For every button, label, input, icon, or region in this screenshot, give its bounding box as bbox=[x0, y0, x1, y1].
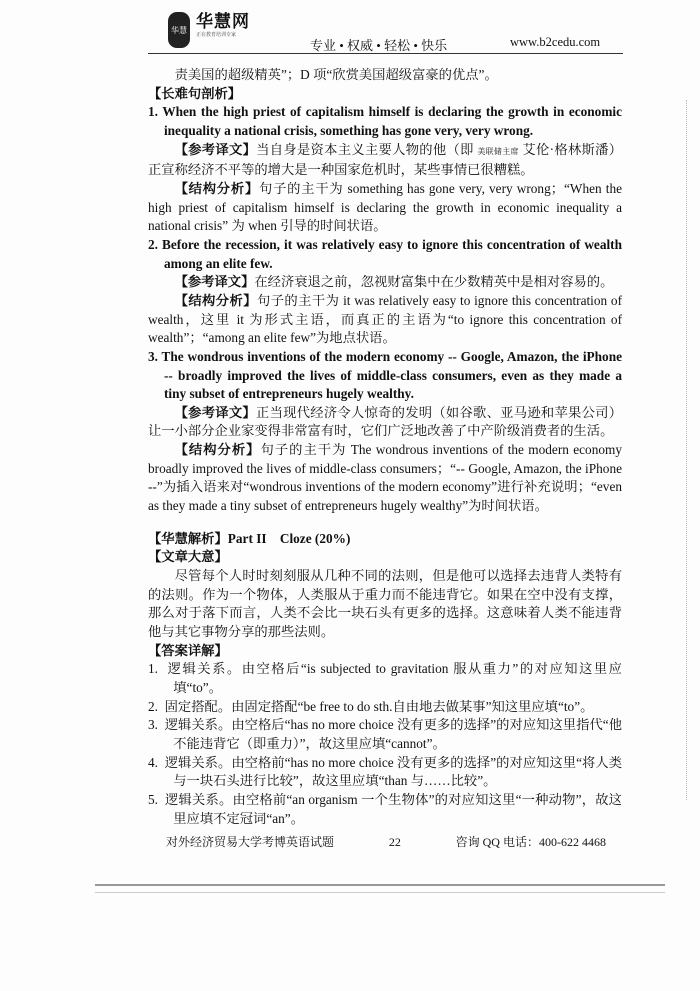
answer-number: 1. bbox=[148, 661, 158, 677]
sentence-2: 2. Before the recession, it was relatively easy to ignore this concentration of wealth among an elite few. bbox=[148, 236, 622, 271]
analysis-label: 【结构分析】 bbox=[174, 180, 260, 196]
page-content bbox=[148, 66, 622, 828]
analysis-label: 【结构分析】 bbox=[174, 292, 257, 308]
analysis-text: 句子的主干为 it was relatively easy to ignore this concentration of wealth，这里 it 为形式主语，而真正的主语为“to ignore this concentration of wealth”；“among an elite few”为地点状语。 bbox=[148, 292, 623, 346]
answer-text: 逻辑关系。由空格后“has no more choice 没有更多的选择”的对应知这里指代“他不能违背它（即重力）”，故这里应填“cannot”。 bbox=[164, 717, 623, 751]
part-heading bbox=[148, 530, 622, 549]
page-number: 22 bbox=[388, 835, 401, 850]
page-footer bbox=[166, 834, 606, 850]
scan-edge-dots bbox=[686, 100, 688, 800]
answer-item bbox=[148, 754, 622, 791]
header-url: www.b2cedu.com bbox=[510, 35, 601, 49]
footer-contact: 咨询 QQ 电话：400-622 4468 bbox=[455, 835, 606, 850]
answer-item bbox=[148, 660, 622, 697]
answer-item bbox=[148, 716, 622, 753]
translation-note: 美联储主席 bbox=[477, 146, 519, 156]
translation-text: 艾伦·格林斯潘）正宣称经济不平等的增大是一种国家危机时，某些事情已很糟糕。 bbox=[148, 141, 623, 178]
analysis-text: 句子的主干为 something has gone very, very wrong；“When the high priest of capitalism himself is declaring the growth in economic inequality a national crisis” 为 when 引导的时间状语。 bbox=[148, 180, 623, 234]
logo-mark-icon: 华慧 bbox=[168, 12, 190, 48]
translation-text: 在经济衰退之前，忽视财富集中在少数精英中是相对容易的。 bbox=[254, 274, 614, 290]
summary-heading: 【文章大意】 bbox=[148, 549, 228, 565]
translation-text: 当自身是资本主义主要人物的他（即 bbox=[256, 141, 478, 157]
translation-text: 正当现代经济令人惊奇的发明（如谷歌、亚马逊和苹果公司）让一小部分企业家变得非常富有时，它们广泛地改善了中产阶级消费者的生活。 bbox=[148, 404, 623, 439]
analysis-text: 句子的主干为 The wondrous inventions of the modern economy broadly improved the lives of middle-class consumers；“-- Google, Amazon, the iPhone --”为插入语来对“wondrous inventions of the modern economy”进行补充说明；“even as they made a tiny subset of entrepreneurs hugely wealthy”为时间状语。 bbox=[148, 442, 622, 514]
part-heading-text: Part II Cloze (20%) bbox=[227, 530, 351, 546]
analysis-2 bbox=[148, 292, 622, 348]
answer-text: 固定搭配。由固定搭配“be free to do sth.自由地去做某事”知这里应填“to”。 bbox=[164, 698, 594, 714]
translation-label: 【参考译文】 bbox=[174, 274, 255, 290]
header-slogan: 专业 • 权威 • 轻松 • 快乐 bbox=[310, 38, 448, 53]
section-heading: 【长难句剖析】 bbox=[148, 85, 242, 101]
answer-text: 逻辑关系。由空格前“an organism 一个生物体”的对应知这里“一种动物”，故这里应填不定冠词“an”。 bbox=[165, 791, 622, 826]
sentence-3: 3. The wondrous inventions of the modern economy -- Google, Amazon, the iPhone -- broadly improved the lives of middle-class consumers, even as they made a tiny subset of entrepreneurs hugely wealthy. bbox=[148, 348, 622, 402]
answer-number: 3. bbox=[148, 717, 158, 733]
answer-item bbox=[148, 698, 622, 717]
translation-label: 【参考译文】 bbox=[174, 404, 256, 420]
answer-number: 4. bbox=[148, 754, 158, 770]
page-header bbox=[0, 0, 700, 54]
answer-text: 逻辑关系。由空格前“has no more choice 没有更多的选择”的对应知这里“将人类与一块石头进行比较”，故这里应填“than 与……比较”。 bbox=[164, 754, 623, 789]
translation-label: 【参考译文】 bbox=[174, 141, 257, 157]
answer-number: 2. bbox=[148, 698, 158, 714]
answer-number: 5. bbox=[148, 791, 158, 807]
answer-text: 逻辑关系。由空格后“is subjected to gravitation 服从重力”的对应知这里应填“to”。 bbox=[167, 661, 622, 695]
header-rule bbox=[148, 53, 623, 54]
logo-name: 华慧网 bbox=[196, 12, 250, 32]
translation-2 bbox=[148, 273, 622, 292]
footer-rule bbox=[95, 884, 665, 886]
lead-line: 责美国的超级精英”；D 项“欣赏美国超级富豪的优点”。 bbox=[174, 67, 498, 82]
site-logo bbox=[168, 12, 250, 48]
analysis-3 bbox=[148, 441, 622, 516]
analysis-label: 【结构分析】 bbox=[174, 442, 261, 458]
logo-subtitle: 正在教育培训专家 bbox=[196, 33, 237, 38]
sentence-1: 1. When the high priest of capitalism himself is declaring the growth in economic inequality a national crisis, something has gone very, very wrong. bbox=[148, 104, 622, 138]
part-heading-label: 【华慧解析】 bbox=[148, 530, 228, 546]
translation-3 bbox=[148, 404, 622, 441]
footer-title: 对外经济贸易大学考博英语试题 bbox=[166, 835, 335, 850]
translation-1 bbox=[148, 141, 622, 180]
analysis-1 bbox=[148, 180, 622, 236]
answers-heading: 【答案详解】 bbox=[148, 642, 228, 658]
summary-text: 尽管每个人时时刻刻服从几种不同的法则，但是他可以选择去违背人类特有的法则。作为一个物体，人类服从于重力而不能违背它。如果在空中没有支撑，那么对于落下而言，人类不会比一块石头有更多的选择。这意味着人类不能违背他与其它事物分享的那些法则。 bbox=[148, 568, 622, 640]
footer-rule-thin bbox=[95, 892, 665, 893]
answer-item bbox=[148, 791, 622, 828]
